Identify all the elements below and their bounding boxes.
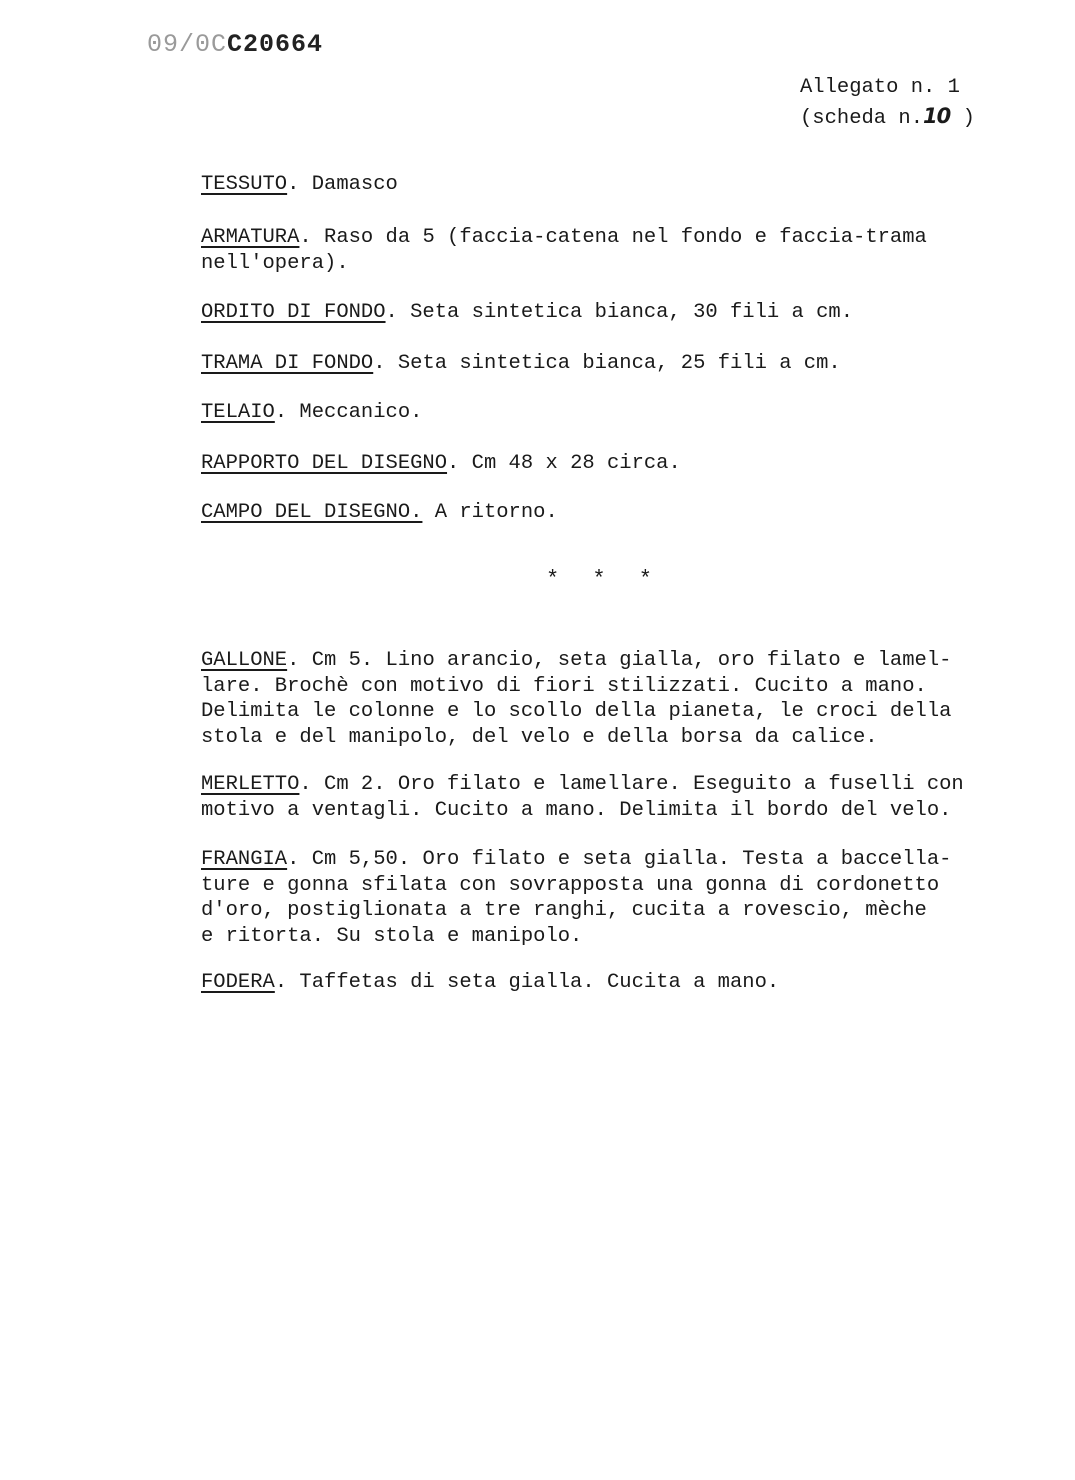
entry-trama [201,351,841,377]
entry-text: . Cm 5. Lino arancio, seta gialla, oro filato e lamel- lare. Brochè con motivo di fiori stilizzati. Cucito a mano. Delimita le colonne e lo scollo della pianeta, le croci della stola e del manipolo, del velo e della borsa da calice. [201,649,952,749]
stamp-number: C20664 [227,30,324,59]
entry-label: TRAMA DI FONDO [201,352,374,375]
entry-tessuto [201,172,398,198]
entry-gallone [201,648,951,750]
entry-label: FRANGIA [201,848,288,871]
entry-label: ORDITO DI FONDO [201,301,386,324]
entry-label: FODERA [201,971,275,994]
scheda-prefix: (scheda n. [800,107,924,130]
entry-label: CAMPO DEL DISEGNO. [201,501,423,524]
entry-armatura [201,225,927,276]
entry-label: MERLETTO [201,773,300,796]
entry-label: GALLONE [201,649,288,672]
entry-text: . Cm 5,50. Oro filato e seta gialla. Testa a baccella- ture e gonna sfilata con sovrapposta una gonna di cordonetto d'oro, postiglionata a tre ranghi, cucita a rovescio, mèche e ritorta. Su stola e manipolo. [201,848,952,948]
entry-ordito [201,300,853,326]
entry-text: . Taffetas di seta gialla. Cucita a mano. [274,971,780,994]
entry-label: TELAIO [201,401,275,424]
entry-text: . Seta sintetica bianca, 30 fili a cm. [385,301,854,324]
entry-telaio [201,400,422,426]
attachment-header [800,74,975,133]
entry-text: . Meccanico. [274,401,423,424]
entry-label: ARMATURA [201,226,300,249]
section-separator: * * * [546,567,663,592]
scheda-line [800,102,975,133]
allegato-line: Allegato n. 1 [800,76,960,99]
entry-label: RAPPORTO DEL DISEGNO [201,452,448,475]
scheda-handwritten-number: 10 [923,104,951,128]
entry-fodera [201,970,779,996]
entry-campo [201,500,558,526]
stamp-faded-prefix: 09/0C [147,30,228,59]
entry-text: . Cm 48 x 28 circa. [447,452,681,475]
entry-label: TESSUTO [201,173,288,196]
inventory-stamp [147,30,323,59]
entry-text: . Damasco [287,173,398,196]
scheda-suffix: ) [950,107,975,130]
entry-text: A ritorno. [422,501,558,524]
entry-merletto [201,772,964,823]
entry-rapporto [201,451,681,477]
entry-text: . Raso da 5 (faccia-catena nel fondo e faccia-trama nell'opera). [201,226,927,275]
entry-text: . Seta sintetica bianca, 25 fili a cm. [373,352,841,375]
entry-frangia [201,847,951,949]
entry-text: . Cm 2. Oro filato e lamellare. Eseguito a fuselli con motivo a ventagli. Cucito a mano. Delimita il bordo del velo. [201,773,964,822]
